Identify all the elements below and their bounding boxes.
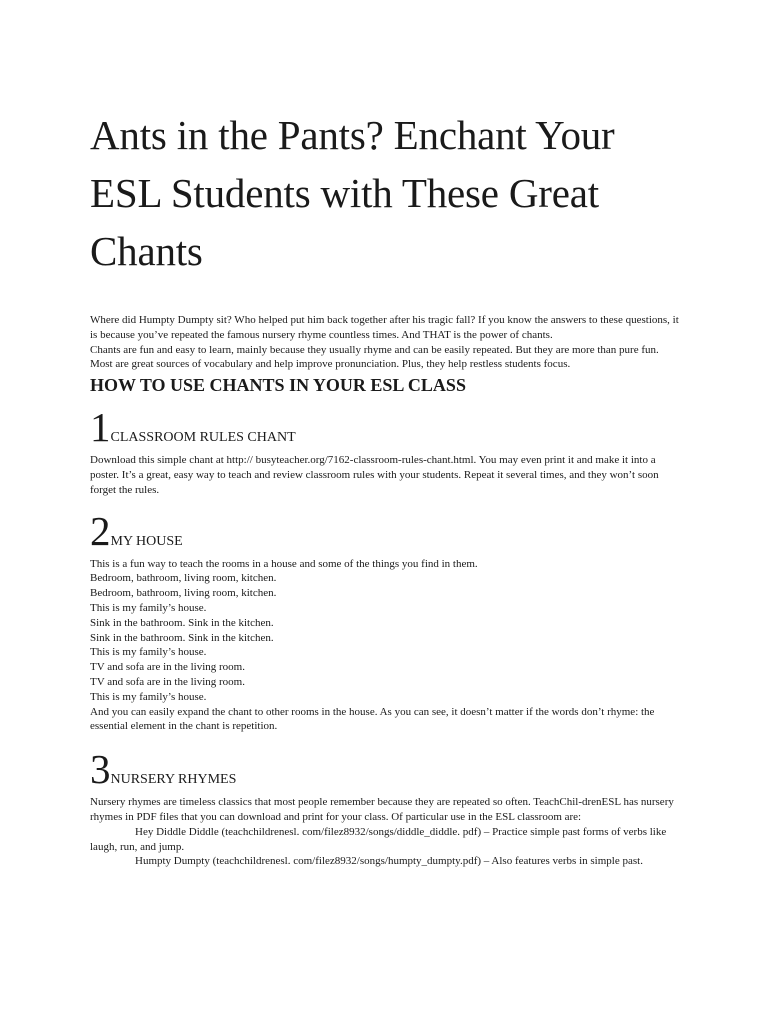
intro-paragraph: Where did Humpty Dumpty sit? Who helped put him back together after his tragic fall? If you know the answers to these questions, it is because you’ve repeated the famous nursery rhyme countless times. And THAT is the power of chants. xyxy=(90,314,679,341)
intro-section xyxy=(90,313,682,372)
rhyme-entry: Hey Diddle Diddle (teachchildrenesl. com/filez8932/songs/diddle_diddle. pdf) – Practice simple past forms of verbs like laugh, run, and jump. xyxy=(90,825,667,853)
chant-line: Sink in the bathroom. Sink in the kitchen. xyxy=(90,631,274,644)
chant-line: Bedroom, bathroom, living room, kitchen. xyxy=(90,587,277,600)
item-heading xyxy=(90,746,682,792)
section-heading: HOW TO USE CHANTS IN YOUR ESL CLASS xyxy=(90,375,466,396)
chant-line: Bedroom, bathroom, living room, kitchen. xyxy=(90,572,277,585)
document-title: Ants in the Pants? Enchant Your ESL Students with These Great Chants xyxy=(90,112,615,274)
chant-line: This is a fun way to teach the rooms in a house and some of the things you find in them. xyxy=(90,557,478,570)
chant-line: This is my family’s house. xyxy=(90,601,207,614)
item-title: CLASSROOM RULES CHANT xyxy=(110,430,296,446)
item-body: Download this simple chant at http:// busyteacher.org/7162-classroom-rules-chant.html. You may even print it and make it into a poster. It’s a great, easy way to teach and review classroom rules with your students. Repeat it several times, and they won’t soon forget the rules. xyxy=(90,454,659,496)
item-number: 3 xyxy=(90,746,111,793)
chant-line: TV and sofa are in the living room. xyxy=(90,661,245,674)
item-classroom-rules xyxy=(90,404,682,497)
intro-paragraph: Chants are fun and easy to learn, mainly because they usually rhyme and can be easily repeated. But they are more than pure fun. Most are great sources of vocabulary and help improve pronunciation. Plus, they help restless students focus. xyxy=(90,343,659,371)
chant-lines xyxy=(90,557,682,735)
chant-line: And you can easily expand the chant to other rooms in the house. As you can see, it doesn’t matter if the words don’t rhyme: the essential element in the chant is repetition. xyxy=(90,705,655,733)
item-title: MY HOUSE xyxy=(110,533,183,549)
item-number: 2 xyxy=(90,507,111,554)
chant-line: Sink in the bathroom. Sink in the kitchen. xyxy=(90,616,274,629)
item-heading xyxy=(90,508,682,554)
item-nursery-rhymes xyxy=(90,746,682,869)
chant-line: This is my family’s house. xyxy=(90,690,207,703)
rhyme-entry: Humpty Dumpty (teachchildrenesl. com/filez8932/songs/humpty_dumpty.pdf) – Also features verbs in simple past. xyxy=(135,855,643,868)
chant-line: This is my family’s house. xyxy=(90,646,207,659)
item-title: NURSERY RHYMES xyxy=(110,772,237,788)
chant-line: TV and sofa are in the living room. xyxy=(90,675,245,688)
item-number: 1 xyxy=(90,404,111,451)
item-my-house xyxy=(90,508,682,735)
document-page xyxy=(90,106,682,869)
item-body: Nursery rhymes are timeless classics that most people remember because they are repeated so often. TeachChil-drenESL has nursery rhymes in PDF files that you can download and print for your class. Of particular use in the ESL classroom are: xyxy=(90,796,674,823)
item-heading xyxy=(90,404,682,450)
